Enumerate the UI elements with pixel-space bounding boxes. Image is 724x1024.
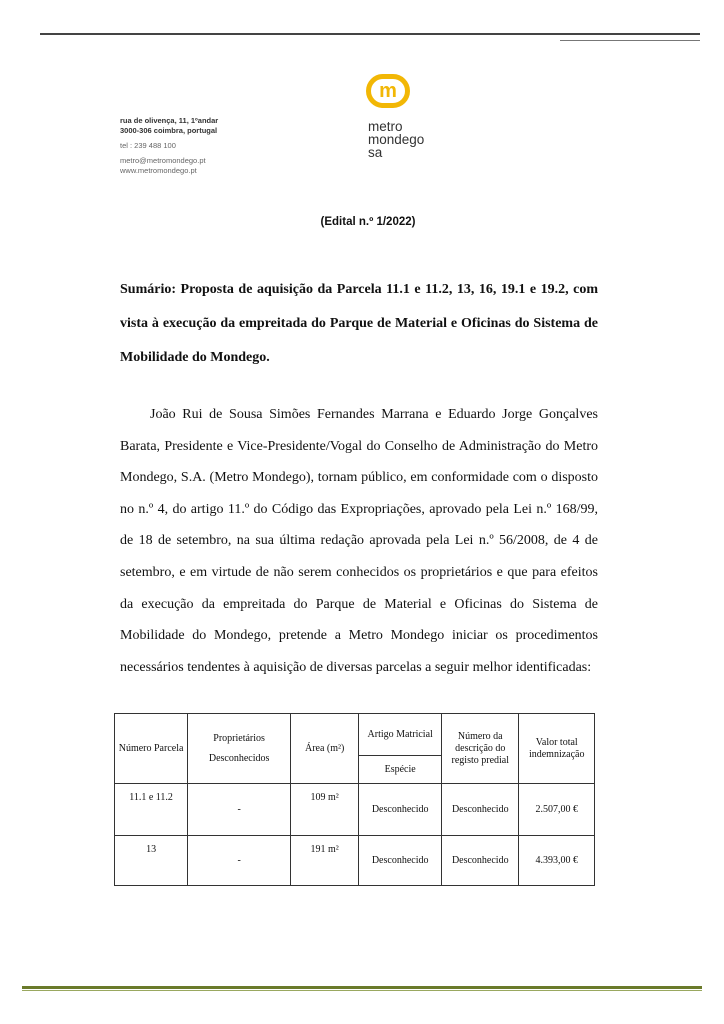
header-valor-total: Valor total indemnização xyxy=(519,714,595,784)
cell-valor: 4.393,00 € xyxy=(519,836,595,886)
top-rule-secondary xyxy=(560,40,700,41)
header-proprietarios-line2: Desconhecidos xyxy=(208,752,270,764)
letterhead-address xyxy=(120,116,218,176)
cell-descricao: Desconhecido xyxy=(442,836,519,886)
logo-line-3: sa xyxy=(368,145,383,160)
header-proprietarios xyxy=(188,714,291,784)
summary-paragraph: Sumário: Proposta de aquisição da Parcela 11.1 e 11.2, 13, 16, 19.1 e 19.2, com vista à execução da empreitada do Parque de Material e Oficinas do Sistema de Mobilidade do Mondego. xyxy=(120,282,598,365)
header-descricao-registo: Número da descrição do registo predial xyxy=(442,714,519,784)
website-address: www.metromondego.pt xyxy=(120,166,197,175)
bottom-rule-secondary xyxy=(22,990,702,991)
phone-number: tel : 239 488 100 xyxy=(120,141,176,150)
address-line-1: rua de olivença, 11, 1ºandar xyxy=(120,116,219,125)
table-row xyxy=(115,836,595,886)
table-row xyxy=(115,784,595,836)
address-line-2: 3000-306 coimbra, portugal xyxy=(120,126,218,135)
parcels-table xyxy=(114,713,595,886)
metro-mondego-logo xyxy=(366,74,425,160)
cell-valor: 2.507,00 € xyxy=(519,784,595,836)
cell-proprietarios: - xyxy=(188,836,291,886)
body-paragraph: João Rui de Sousa Simões Fernandes Marrana e Eduardo Jorge Gonçalves Barata, Presidente e Vice-Presidente/Vogal do Conselho de Administração do Metro Mondego, S.A. (Metro Mondego), tornam público, em conformidade com o disposto no n.º 4, do artigo 11.º do Código das Expropriações, aprovado pela Lei n.º 168/99, de 18 de setembro, na sua última redação aprovada pela Lei n.º 56/2008, de 4 de setembro, e em virtude de não serem conhecidos os proprietários e que para efeitos da execução da empreitada do Parque de Material e Oficinas do Sistema de Mobilidade do Mondego, pretende a Metro Mondego iniciar os procedimentos necessários tendentes à aquisição de diversas parcelas a seguir melhor identificadas: xyxy=(120,407,598,675)
logo-m-icon: m xyxy=(366,74,410,108)
top-rule xyxy=(40,33,700,35)
cell-area: 109 m² xyxy=(291,784,359,836)
cell-artigo: Desconhecido xyxy=(359,784,442,836)
cell-proprietarios: - xyxy=(188,784,291,836)
logo-line-2: mondego xyxy=(368,132,425,147)
header-area: Área (m²) xyxy=(291,714,359,784)
cell-area: 191 m² xyxy=(291,836,359,886)
notice-title xyxy=(0,216,724,228)
bottom-rule xyxy=(22,986,702,989)
logo-wordmark xyxy=(368,120,424,159)
header-especie: Espécie xyxy=(359,756,442,784)
header-numero-parcela: Número Parcela xyxy=(115,714,188,784)
notice-title-text: (Edital n.º 1/2022) xyxy=(320,216,416,228)
header-proprietarios-line1: Proprietários xyxy=(213,732,265,744)
logo-line-1: metro xyxy=(368,119,403,134)
cell-artigo: Desconhecido xyxy=(359,836,442,886)
header-artigo-matricial: Artigo Matricial xyxy=(359,714,442,756)
email-address: metro@metromondego.pt xyxy=(120,156,206,165)
cell-numero: 11.1 e 11.2 xyxy=(115,784,188,836)
cell-numero: 13 xyxy=(115,836,188,886)
cell-descricao: Desconhecido xyxy=(442,784,519,836)
